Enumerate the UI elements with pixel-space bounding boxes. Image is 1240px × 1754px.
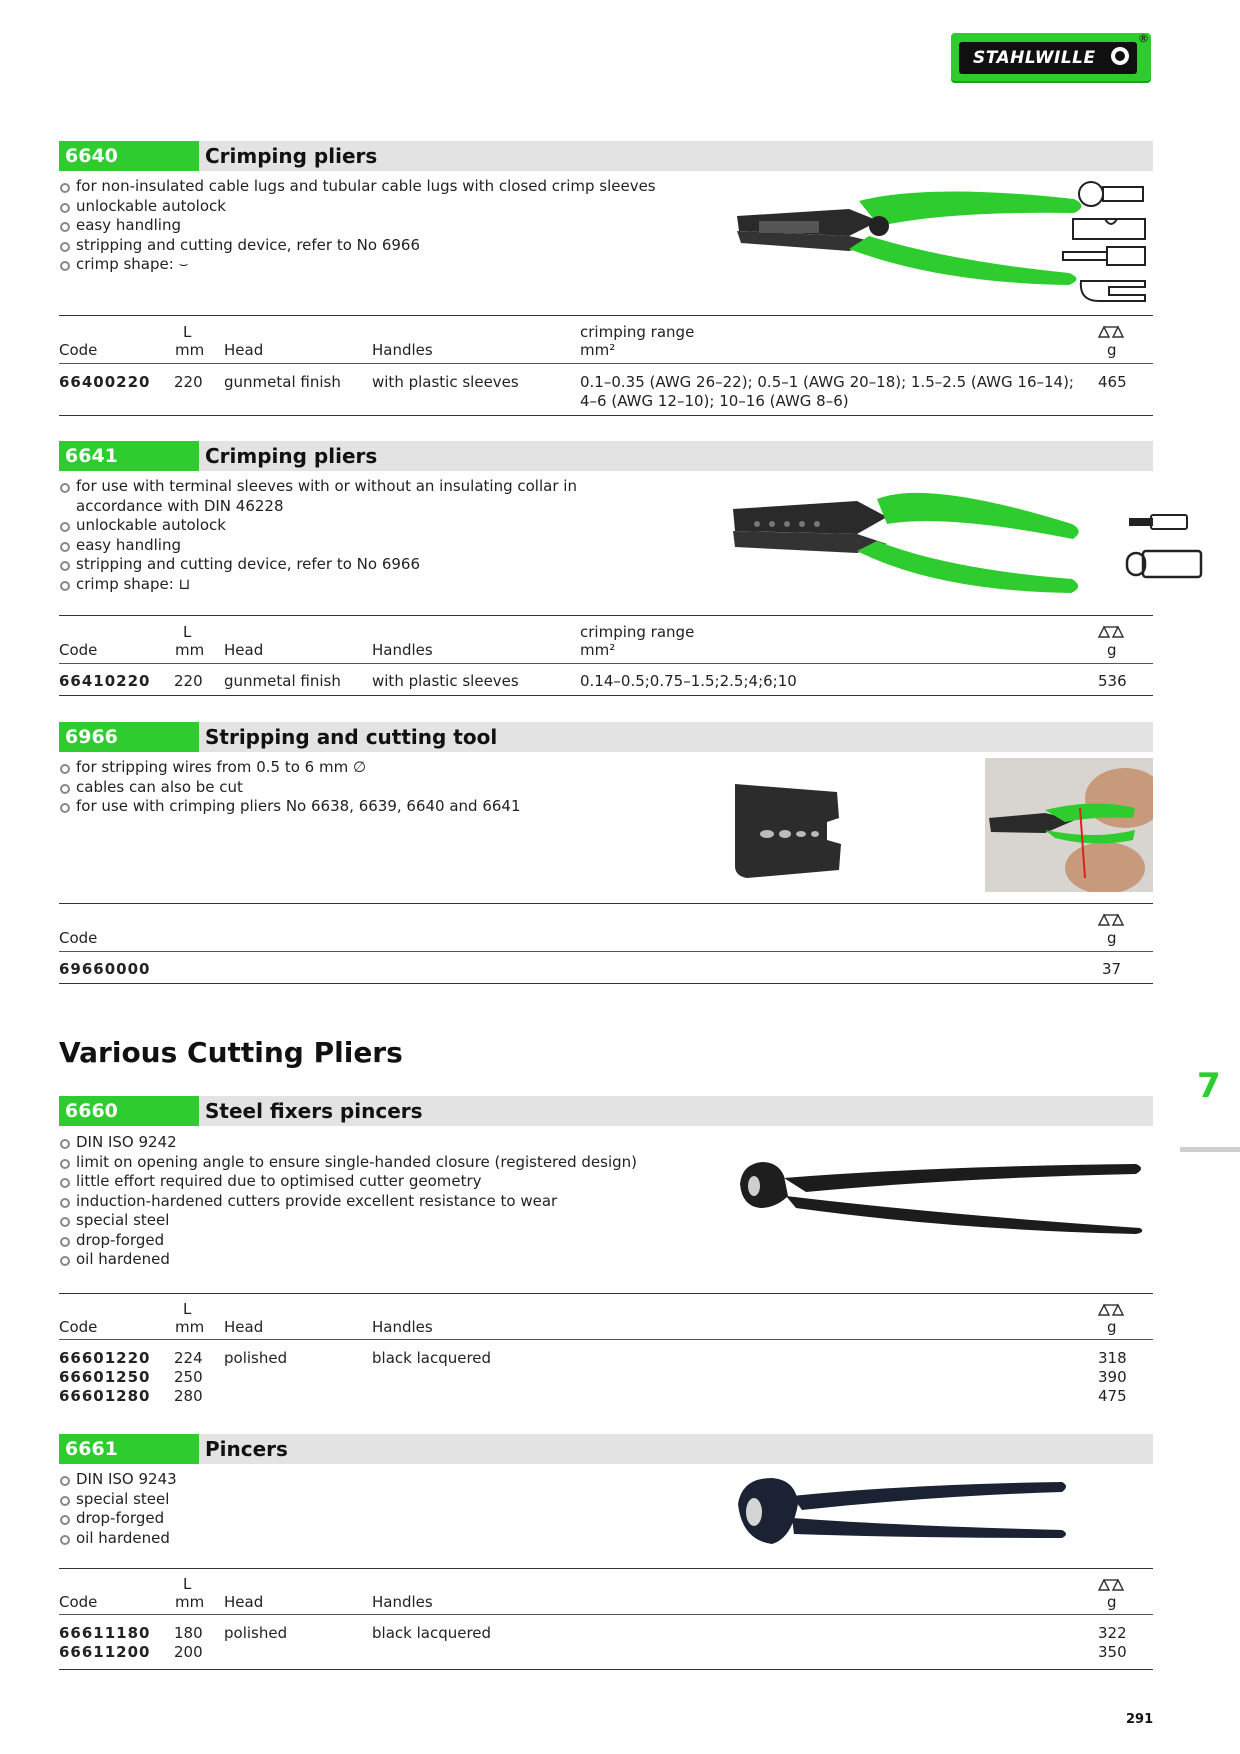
feature-item: for use with crimping pliers No 6638, 6639, 6640 and 6641 bbox=[59, 797, 659, 817]
table-row-code: 66611200 bbox=[59, 1643, 151, 1661]
weight-scale-icon bbox=[1098, 325, 1124, 339]
gear-icon bbox=[1109, 45, 1131, 67]
header-head: Head bbox=[224, 1593, 264, 1611]
header-l: L bbox=[183, 623, 192, 641]
table-row-handles: black lacquered bbox=[372, 1349, 492, 1367]
table-row-l: 220 bbox=[174, 373, 203, 391]
table-row-weight: 350 bbox=[1098, 1643, 1127, 1661]
section-title: Stripping and cutting tool bbox=[205, 725, 498, 749]
table-row-weight: 475 bbox=[1098, 1387, 1127, 1405]
feature-item: easy handling bbox=[59, 536, 659, 556]
header-code: Code bbox=[59, 929, 98, 947]
feature-item: for stripping wires from 0.5 to 6 mm ∅ bbox=[59, 758, 659, 778]
cable-lug-icons bbox=[1061, 177, 1151, 307]
header-weight-unit: g bbox=[1107, 929, 1117, 947]
table-header-rule bbox=[59, 363, 1153, 364]
table-row-head: gunmetal finish bbox=[224, 373, 341, 391]
table-row-l: 200 bbox=[174, 1643, 203, 1661]
tool-in-use-photo bbox=[985, 758, 1153, 892]
feature-item: DIN ISO 9243 bbox=[59, 1470, 659, 1490]
table-bottom-rule bbox=[59, 415, 1153, 416]
table-row-l: 220 bbox=[174, 672, 203, 690]
table-row-head: polished bbox=[224, 1349, 288, 1367]
section-title: Steel fixers pincers bbox=[205, 1099, 423, 1123]
header-mm2: mm² bbox=[580, 341, 616, 359]
table-row-weight: 322 bbox=[1098, 1624, 1127, 1642]
feature-item: cables can also be cut bbox=[59, 778, 659, 798]
feature-list bbox=[59, 177, 659, 275]
section-header-bar bbox=[59, 141, 1153, 171]
table-row-weight: 390 bbox=[1098, 1368, 1127, 1386]
section-title: Crimping pliers bbox=[205, 444, 378, 468]
feature-item: limit on opening angle to ensure single-handed closure (registered design) bbox=[59, 1153, 659, 1173]
registered-mark: ® bbox=[1138, 32, 1149, 45]
table-row-l: 280 bbox=[174, 1387, 203, 1405]
steel-fixers-pincers-image bbox=[736, 1156, 1146, 1236]
stahlwille-logo bbox=[951, 33, 1151, 83]
feature-item: stripping and cutting device, refer to No 6966 bbox=[59, 236, 659, 256]
header-mm: mm bbox=[175, 341, 205, 359]
header-l: L bbox=[183, 323, 192, 341]
table-top-rule bbox=[59, 1293, 1153, 1294]
feature-item: oil hardened bbox=[59, 1250, 659, 1270]
table-row-handles: black lacquered bbox=[372, 1624, 492, 1642]
header-head: Head bbox=[224, 1318, 264, 1336]
header-weight-unit: g bbox=[1107, 1318, 1117, 1336]
table-bottom-rule bbox=[59, 1669, 1153, 1670]
section-6661 bbox=[59, 1434, 1153, 1674]
header-l: L bbox=[183, 1575, 192, 1593]
feature-item: special steel bbox=[59, 1490, 659, 1510]
feature-item: crimp shape: ⌣ bbox=[59, 255, 659, 275]
header-mm: mm bbox=[175, 1318, 205, 1336]
header-mm: mm bbox=[175, 641, 205, 659]
feature-item: crimp shape: ⊔ bbox=[59, 575, 659, 595]
table-row-head: polished bbox=[224, 1624, 288, 1642]
table-row-code: 69660000 bbox=[59, 960, 151, 978]
feature-list bbox=[59, 1470, 659, 1548]
table-row-range: 0.1–0.35 (AWG 26–22); 0.5–1 (AWG 20–18); 1.5–2.5 (AWG 16–14); bbox=[580, 373, 1074, 391]
feature-item: unlockable autolock bbox=[59, 516, 659, 536]
header-code: Code bbox=[59, 1318, 98, 1336]
header-code: Code bbox=[59, 641, 98, 659]
feature-list bbox=[59, 758, 659, 817]
header-crimping-range: crimping range bbox=[580, 323, 695, 341]
section-header-bar bbox=[59, 1434, 1153, 1464]
weight-scale-icon bbox=[1098, 913, 1124, 927]
feature-item: easy handling bbox=[59, 216, 659, 236]
table-row-weight: 37 bbox=[1102, 960, 1122, 978]
table-row-l: 180 bbox=[174, 1624, 203, 1642]
table-header-rule bbox=[59, 1614, 1153, 1615]
feature-item: DIN ISO 9242 bbox=[59, 1133, 659, 1153]
feature-item: for non-insulated cable lugs and tubular cable lugs with closed crimp sleeves bbox=[59, 177, 659, 197]
header-mm: mm bbox=[175, 1593, 205, 1611]
chapter-number: 7 bbox=[1197, 1066, 1221, 1106]
header-handles: Handles bbox=[372, 641, 433, 659]
header-head: Head bbox=[224, 341, 264, 359]
table-row-l: 250 bbox=[174, 1368, 203, 1386]
header-code: Code bbox=[59, 1593, 98, 1611]
feature-item: unlockable autolock bbox=[59, 197, 659, 217]
crimping-pliers-image bbox=[727, 479, 1087, 599]
table-header-rule bbox=[59, 663, 1153, 664]
section-title: Crimping pliers bbox=[205, 144, 378, 168]
table-row-handles: with plastic sleeves bbox=[372, 373, 519, 391]
feature-item: drop-forged bbox=[59, 1509, 659, 1529]
table-header-rule bbox=[59, 1339, 1153, 1340]
header-handles: Handles bbox=[372, 1593, 433, 1611]
table-row-handles: with plastic sleeves bbox=[372, 672, 519, 690]
section-6640 bbox=[59, 141, 1153, 421]
table-header-rule bbox=[59, 951, 1153, 952]
terminal-sleeve-icons bbox=[1119, 509, 1211, 589]
weight-scale-icon bbox=[1098, 1578, 1124, 1592]
article-number: 6966 bbox=[59, 722, 199, 752]
table-top-rule bbox=[59, 615, 1153, 616]
section-header-bar bbox=[59, 1096, 1153, 1126]
header-weight-unit: g bbox=[1107, 1593, 1117, 1611]
weight-scale-icon bbox=[1098, 1303, 1124, 1317]
chapter-marker-bar bbox=[1180, 1147, 1240, 1152]
weight-scale-icon bbox=[1098, 625, 1124, 639]
feature-item: induction-hardened cutters provide excellent resistance to wear bbox=[59, 1192, 659, 1212]
header-weight-unit: g bbox=[1107, 341, 1117, 359]
table-top-rule bbox=[59, 903, 1153, 904]
article-number: 6641 bbox=[59, 441, 199, 471]
header-crimping-range: crimping range bbox=[580, 623, 695, 641]
group-heading: Various Cutting Pliers bbox=[59, 1036, 403, 1069]
header-head: Head bbox=[224, 641, 264, 659]
table-row-code: 66601280 bbox=[59, 1387, 151, 1405]
feature-item-continuation: accordance with DIN 46228 bbox=[76, 496, 284, 515]
feature-item: special steel bbox=[59, 1211, 659, 1231]
table-row-code: 66400220 bbox=[59, 373, 151, 391]
header-code: Code bbox=[59, 341, 98, 359]
feature-list bbox=[59, 477, 659, 594]
header-l: L bbox=[183, 1300, 192, 1318]
feature-item: little effort required due to optimised cutter geometry bbox=[59, 1172, 659, 1192]
logo-text: STAHLWILLE bbox=[959, 42, 1137, 74]
header-handles: Handles bbox=[372, 1318, 433, 1336]
table-bottom-rule bbox=[59, 695, 1153, 696]
article-number: 6640 bbox=[59, 141, 199, 171]
feature-item: drop-forged bbox=[59, 1231, 659, 1251]
section-6641 bbox=[59, 441, 1153, 701]
header-mm2: mm² bbox=[580, 641, 616, 659]
table-row-code: 66611180 bbox=[59, 1624, 151, 1642]
feature-item: for use with terminal sleeves with or without an insulating collar in bbox=[59, 477, 659, 497]
crimping-pliers-image bbox=[729, 181, 1089, 291]
table-row-code: 66601250 bbox=[59, 1368, 151, 1386]
page-number: 291 bbox=[1126, 1712, 1154, 1727]
stripping-tool-image bbox=[727, 778, 851, 882]
table-row-l: 224 bbox=[174, 1349, 203, 1367]
feature-item: stripping and cutting device, refer to No 6966 bbox=[59, 555, 659, 575]
section-6966 bbox=[59, 722, 1153, 987]
table-row-code: 66410220 bbox=[59, 672, 151, 690]
header-handles: Handles bbox=[372, 341, 433, 359]
table-bottom-rule bbox=[59, 983, 1153, 984]
table-row-weight: 465 bbox=[1098, 373, 1127, 391]
table-row-weight: 318 bbox=[1098, 1349, 1127, 1367]
feature-list bbox=[59, 1133, 659, 1270]
feature-item: oil hardened bbox=[59, 1529, 659, 1549]
table-row-weight: 536 bbox=[1098, 672, 1127, 690]
section-title: Pincers bbox=[205, 1437, 288, 1461]
article-number: 6661 bbox=[59, 1434, 199, 1464]
section-header-bar bbox=[59, 722, 1153, 752]
pincers-image bbox=[732, 1474, 1072, 1558]
section-6660 bbox=[59, 1096, 1153, 1405]
table-row-range: 0.14–0.5;0.75–1.5;2.5;4;6;10 bbox=[580, 672, 797, 690]
table-row-head: gunmetal finish bbox=[224, 672, 341, 690]
article-number: 6660 bbox=[59, 1096, 199, 1126]
table-top-rule bbox=[59, 315, 1153, 316]
table-row-range-cont: 4–6 (AWG 12–10); 10–16 (AWG 8–6) bbox=[580, 392, 849, 410]
header-weight-unit: g bbox=[1107, 641, 1117, 659]
table-top-rule bbox=[59, 1568, 1153, 1569]
section-header-bar bbox=[59, 441, 1153, 471]
table-row-code: 66601220 bbox=[59, 1349, 151, 1367]
